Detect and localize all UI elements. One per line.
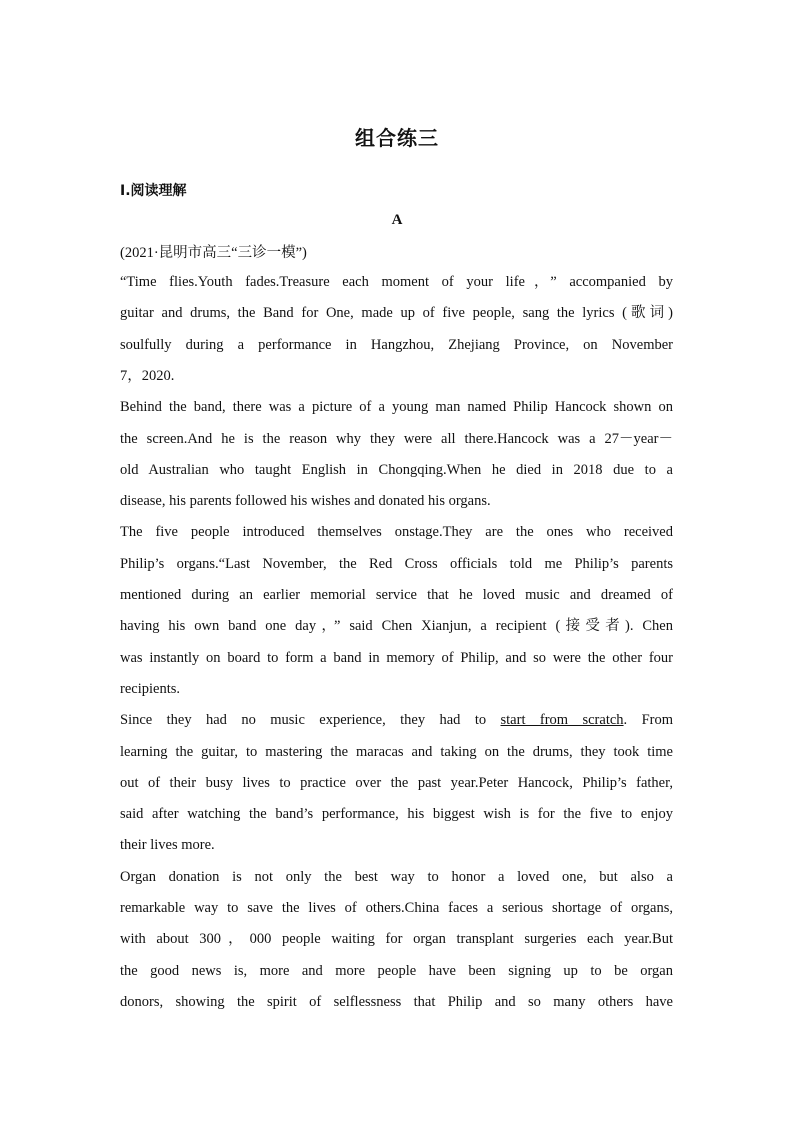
text-line: mentioned during an earlier memorial service that he loved music and dreamed of bbox=[120, 587, 673, 603]
text-line: recipients. bbox=[120, 680, 180, 697]
text-line bbox=[120, 710, 673, 730]
text-line: out of their busy lives to practice over the past year.Peter Hancock, Philip’s father, bbox=[120, 774, 673, 791]
text-line: “Time flies.Youth fades.Treasure each moment of your life，” accompanied by bbox=[120, 274, 673, 290]
text-line: soulfully during a performance in Hangzhou, Zhejiang Province, on November bbox=[120, 336, 673, 353]
text-line: was instantly on board to form a band in memory of Philip, and so were the other four bbox=[120, 649, 673, 666]
text-line: having his own band one day，” said Chen Xianjun, a recipient (接受者). Chen bbox=[120, 618, 673, 635]
text-segment: . From bbox=[623, 712, 674, 729]
text-line: remarkable way to save the lives of others.China faces a serious shortage of organs, bbox=[120, 900, 673, 916]
text-segment: Since they had no music experience, they had to bbox=[120, 712, 501, 729]
passage-label: A bbox=[391, 212, 403, 228]
text-line: with about 300，000 people waiting for organ transplant surgeries each year.But bbox=[120, 931, 673, 948]
section-heading: Ⅰ.阅读理解 bbox=[120, 183, 187, 199]
page-title: 组合练三 bbox=[355, 126, 439, 150]
text-line: Philip’s organs.“Last November, the Red Cross officials told me Philip’s parents bbox=[120, 555, 673, 572]
text-line: said after watching the band’s performance, his biggest wish is for the five to enjoy bbox=[120, 806, 673, 823]
passage-source: (2021·昆明市高三“三诊一模”) bbox=[120, 245, 307, 261]
underlined-phrase: start from scratch bbox=[500, 712, 624, 729]
text-line: The five people introduced themselves onstage.They are the ones who received bbox=[120, 524, 673, 541]
text-line: disease, his parents followed his wishes and donated his organs. bbox=[120, 493, 491, 510]
text-line: the screen.And he is the reason why they were all there.Hancock was a 27－year－ bbox=[120, 430, 673, 447]
text-line: old Australian who taught English in Chongqing.When he died in 2018 due to a bbox=[120, 461, 673, 478]
text-line: their lives more. bbox=[120, 837, 215, 854]
text-line: Organ donation is not only the best way to honor a loved one, but also a bbox=[120, 868, 673, 885]
text-line: learning the guitar, to mastering the maracas and taking on the drums, they took time bbox=[120, 743, 673, 760]
text-line: donors, showing the spirit of selflessness that Philip and so many others have bbox=[120, 993, 673, 1010]
text-line: Behind the band, there was a picture of a young man named Philip Hancock shown on bbox=[120, 399, 673, 416]
text-line: guitar and drums, the Band for One, made up of five people, sang the lyrics (歌词) bbox=[120, 305, 673, 322]
text-line: the good news is, more and more people have been signing up to be organ bbox=[120, 962, 673, 979]
text-line: 7，2020. bbox=[120, 367, 175, 384]
